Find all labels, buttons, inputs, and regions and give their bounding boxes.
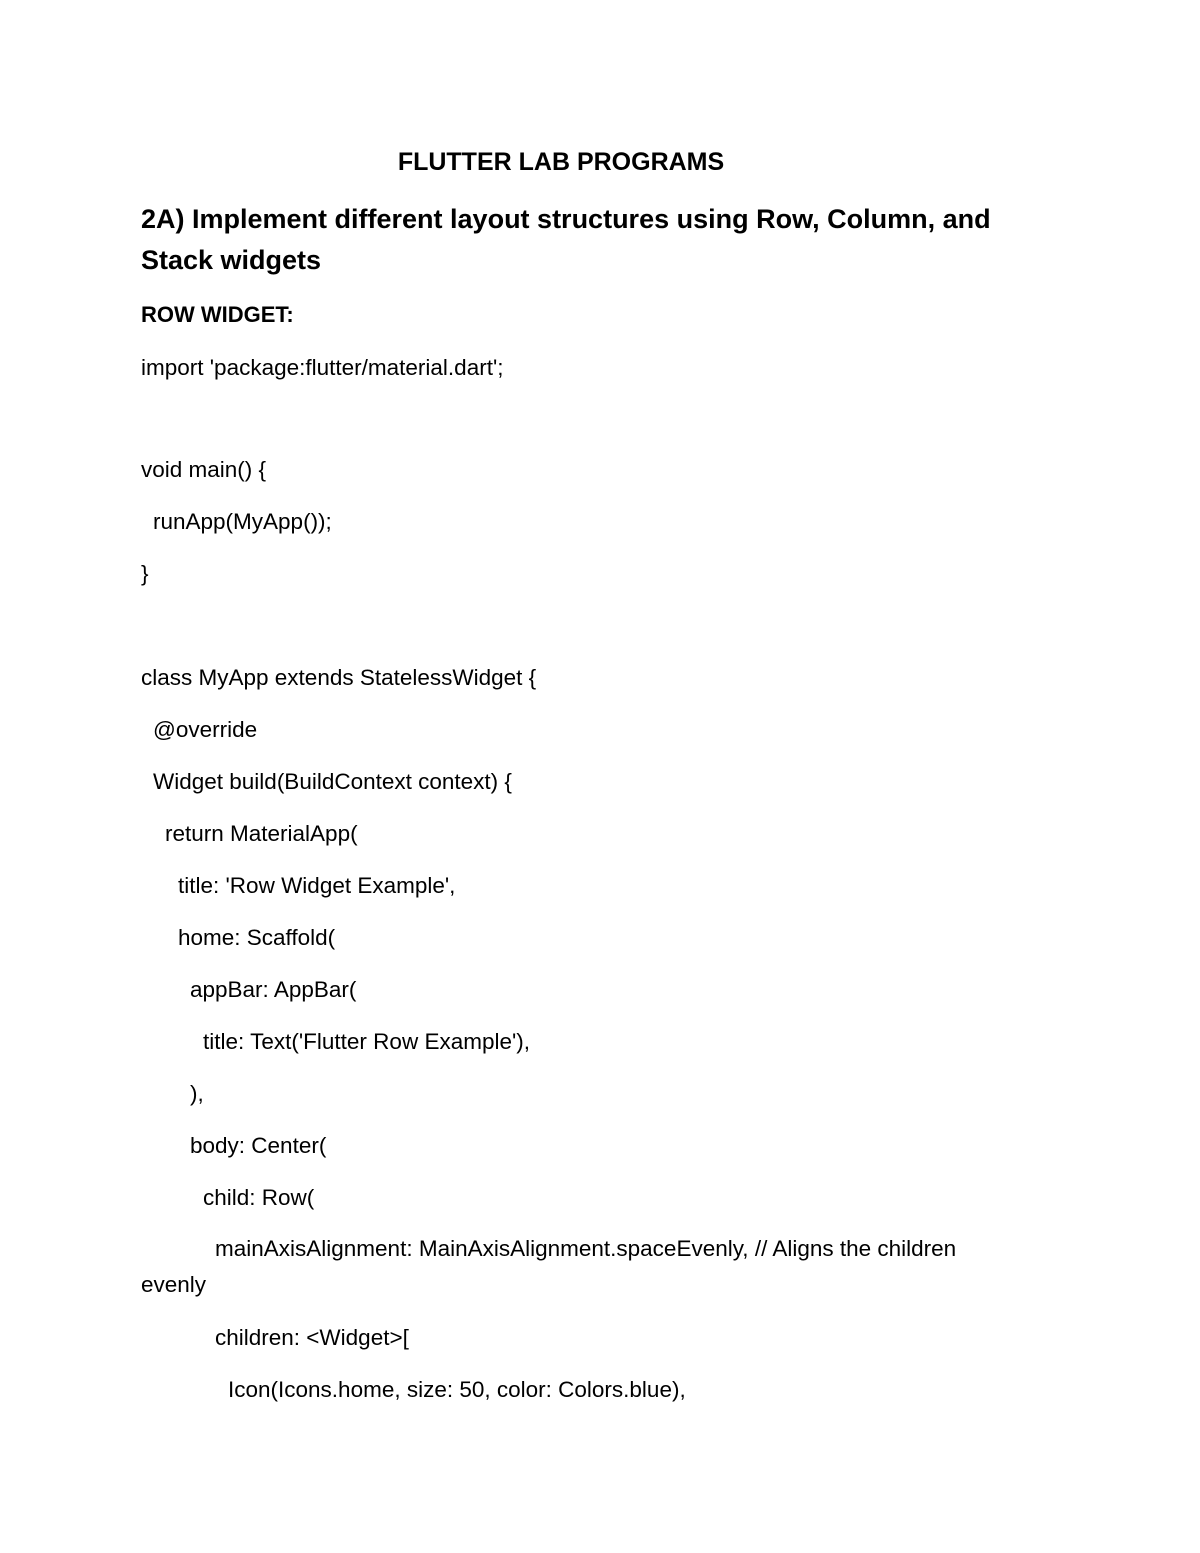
code-line: void main() {: [141, 457, 267, 482]
program-heading-line-2: Stack widgets: [141, 245, 322, 275]
code-line: title: Text('Flutter Row Example'),: [203, 1029, 531, 1054]
code-line: return MaterialApp(: [165, 821, 358, 846]
code-line: children: <Widget>[: [215, 1325, 409, 1350]
code-line: appBar: AppBar(: [190, 977, 357, 1002]
section-label: ROW WIDGET:: [141, 302, 294, 327]
code-line: runApp(MyApp());: [153, 509, 332, 534]
code-line: child: Row(: [203, 1185, 315, 1210]
code-line: body: Center(: [190, 1133, 327, 1158]
program-heading-line-1: 2A) Implement different layout structures using Row, Column, and: [141, 204, 991, 234]
code-line: class MyApp extends StatelessWidget {: [141, 665, 537, 690]
code-line: mainAxisAlignment: MainAxisAlignment.spaceEvenly, // Aligns the children: [215, 1236, 957, 1261]
code-line: Widget build(BuildContext context) {: [153, 769, 512, 794]
code-line: ),: [190, 1081, 204, 1106]
code-line: Icon(Icons.home, size: 50, color: Colors.blue),: [228, 1377, 686, 1402]
code-line: title: 'Row Widget Example',: [178, 873, 456, 898]
code-line: import 'package:flutter/material.dart';: [141, 355, 504, 380]
program-heading: [141, 199, 1041, 281]
code-line: @override: [153, 717, 258, 742]
code-line: }: [141, 561, 149, 586]
document-title: FLUTTER LAB PROGRAMS: [397, 148, 725, 176]
code-line: home: Scaffold(: [178, 925, 336, 950]
code-line: evenly: [141, 1272, 207, 1297]
